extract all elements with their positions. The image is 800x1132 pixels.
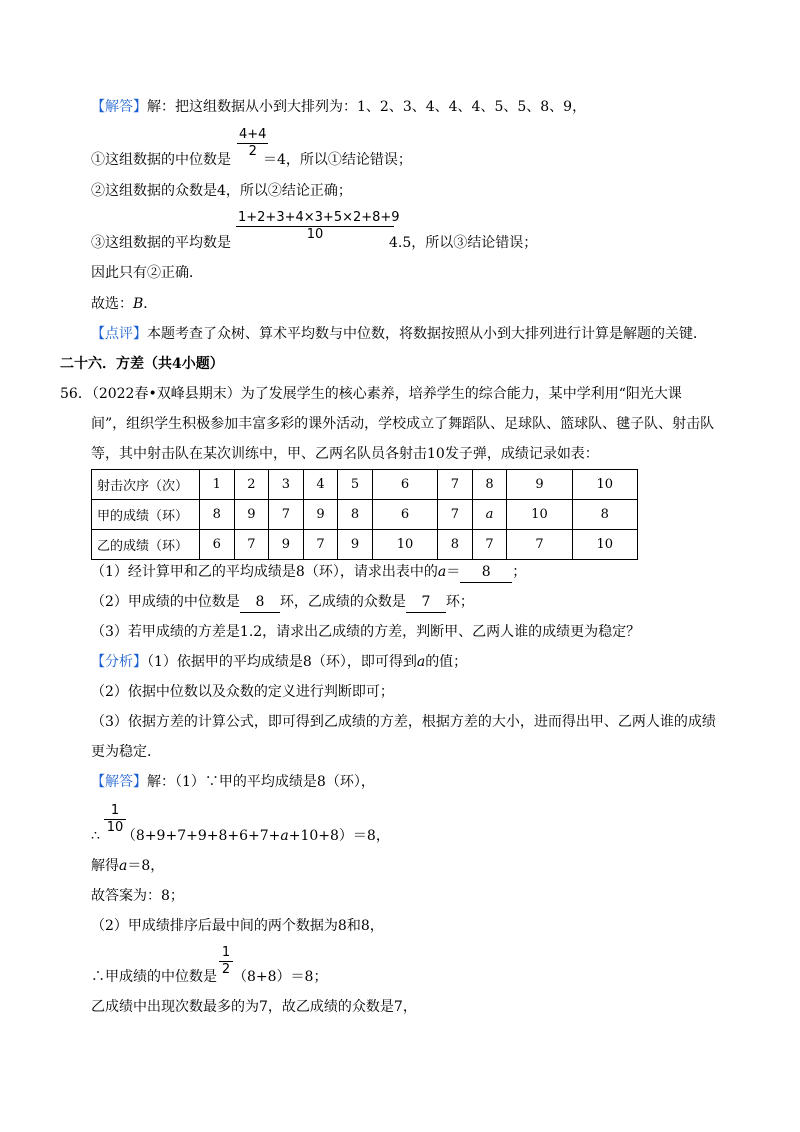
item-3-post: 4.5，所以③结论错误； — [389, 235, 538, 251]
question-text-1: 为了发展学生的核心素养，培养学生的综合能力，某中学利用“阳光大课 — [240, 386, 682, 402]
question-56-line-3: 等，其中射击队在某次训练中，甲、乙两名队员各射击10发子弹，成绩记录如表： — [91, 446, 599, 462]
table-cell: 7 — [269, 500, 304, 530]
section-title: 二十六．方差（共4小题） — [60, 356, 224, 372]
conclusion-line: 因此只有②正确． — [91, 265, 203, 281]
table-cell: 7 — [303, 530, 338, 560]
fraction-median — [237, 127, 268, 160]
fraction-denominator: 10 — [306, 227, 324, 242]
table-cell: 6 — [200, 530, 235, 560]
table-cell: 8 — [338, 500, 373, 530]
table-header-label: 射击次序（次） — [92, 470, 200, 500]
table-cell: 9 — [303, 500, 338, 530]
analysis-line-4: 更为稳定． — [91, 744, 161, 760]
table-cell: 8 — [572, 500, 637, 530]
table-cell: 7 — [507, 530, 572, 560]
item-1-pre: ①这组数据的中位数是 — [91, 152, 231, 168]
therefore-symbol: ∴ — [91, 828, 100, 844]
choice-end: ． — [143, 296, 158, 312]
table-cell: 9 — [234, 500, 269, 530]
question-56-line-2: 间”，组织学生积极参加丰富多彩的课外活动，学校成立了舞蹈队、足球队、篮球队、毽子队、射击队 — [91, 416, 715, 432]
solution-text-1: 解：（1）∵甲的平均成绩是8（环）， — [147, 774, 375, 790]
sub-1-var: a — [437, 564, 447, 580]
analysis-line-2: （2）依据中位数以及众数的定义进行判断即可； — [91, 684, 394, 700]
score-table — [91, 469, 638, 560]
table-cell: 8 — [200, 500, 235, 530]
choice-text: 故选： — [91, 296, 133, 312]
item-3-pre: ③这组数据的平均数是 — [91, 235, 231, 251]
answer-tag: 【解答】 — [91, 99, 147, 115]
analysis-var: a — [416, 654, 426, 670]
table-cell: 9 — [507, 470, 572, 500]
table-cell: 7 — [438, 500, 473, 530]
answer-blank: 8 — [460, 562, 512, 583]
solve-pre: 解得 — [91, 858, 119, 874]
therefore-var: a — [280, 828, 289, 844]
therefore-expr-b: +10+8）＝8， — [288, 828, 390, 844]
fraction-numerator: 4+4 — [239, 127, 267, 142]
solve-line — [91, 856, 164, 876]
table-cell: 7 — [234, 530, 269, 560]
table-cell: 10 — [372, 530, 437, 560]
table-header-row — [92, 470, 638, 500]
therefore-line-1 — [91, 826, 390, 846]
fraction-numerator: 1 — [110, 803, 120, 818]
item-2-line: ②这组数据的众数是4，所以②结论正确； — [91, 183, 352, 199]
sub-1-end: ； — [512, 564, 527, 580]
question-number: 56． — [60, 386, 92, 402]
last-line: 乙成绩中出现次数最多的为7，故乙成绩的众数是7， — [91, 999, 417, 1015]
table-cell: 5 — [338, 470, 373, 500]
choice-line — [91, 294, 157, 314]
sub-question-2 — [91, 592, 474, 613]
table-cell: 2 — [234, 470, 269, 500]
table-row-label: 甲的成绩（环） — [92, 500, 200, 530]
answer-text: 解：把这组数据从小到大排列为：1、2、3、4、4、4、5、5、8、9， — [147, 99, 587, 115]
table-cell: 10 — [572, 530, 637, 560]
table-cell: 7 — [472, 530, 507, 560]
comment-line — [91, 324, 707, 344]
table-cell: a — [472, 500, 507, 530]
therefore-line-2 — [91, 967, 327, 987]
sub-1-text: （1）经计算甲和乙的平均成绩是8（环），请求出表中的 — [91, 564, 438, 580]
analysis-tag: 【分析】 — [91, 654, 147, 670]
table-cell: 7 — [438, 470, 473, 500]
fraction-numerator: 1+2+3+4×3+5×2+8+9 — [238, 210, 400, 225]
fraction-denominator: 2 — [248, 144, 257, 159]
fraction-denominator: 10 — [106, 820, 124, 835]
choice-letter: B — [133, 296, 144, 312]
table-row-jia — [92, 500, 638, 530]
answer-line-1 — [91, 97, 586, 117]
therefore-2-post: （8+8）＝8； — [233, 969, 328, 985]
answer-blank: 7 — [406, 592, 446, 613]
analysis-line-3: （3）依据方差的计算公式，即可得到乙成绩的方差，根据方差的大小，进而得出甲、乙两人谁的成绩 — [91, 714, 716, 730]
table-cell: 10 — [507, 500, 572, 530]
solve-var: a — [119, 858, 128, 874]
analysis-end-1: 的值； — [425, 654, 468, 670]
part-2-line-1: （2）甲成绩排序后最中间的两个数据为8和8， — [91, 918, 384, 934]
solution-tag: 【解答】 — [91, 774, 147, 790]
answer-line: 故答案为：8； — [91, 888, 184, 904]
table-cell: 6 — [372, 470, 437, 500]
table-cell: 8 — [472, 470, 507, 500]
question-56-line-1 — [60, 384, 682, 404]
table-cell: 1 — [200, 470, 235, 500]
fraction-denominator: 2 — [221, 962, 231, 977]
sub-question-1 — [91, 562, 526, 583]
table-cell: 4 — [303, 470, 338, 500]
table-cell: 9 — [269, 530, 304, 560]
sub-2-mid: 环，乙成绩的众数是 — [279, 594, 406, 610]
sub-2-end: 环； — [445, 594, 474, 610]
solution-line-1 — [91, 772, 375, 792]
table-cell: 6 — [372, 500, 437, 530]
analysis-line-1 — [91, 652, 467, 672]
table-cell: 9 — [338, 530, 373, 560]
answer-blank: 8 — [240, 592, 280, 613]
sub-2-text: （2）甲成绩的中位数是 — [91, 594, 240, 610]
table-cell: 10 — [572, 470, 637, 500]
table-row-label: 乙的成绩（环） — [92, 530, 200, 560]
table-row-yi — [92, 530, 638, 560]
sub-1-eq: ＝ — [446, 564, 461, 580]
therefore-2-pre: ∴甲成绩的中位数是 — [91, 969, 217, 985]
fraction-numerator: 1 — [221, 945, 231, 960]
table-cell: 8 — [438, 530, 473, 560]
sub-question-3: （3）若甲成绩的方差是1.2，请求出乙成绩的方差，判断甲、乙两人谁的成绩更为稳定？ — [91, 624, 641, 640]
question-source: （2022春•双峰县期末） — [91, 386, 241, 402]
table-cell: 3 — [269, 470, 304, 500]
comment-tag: 【点评】 — [91, 326, 147, 342]
comment-text: 本题考查了众树、算术平均数与中位数，将数据按照从小到大排列进行计算是解题的关键． — [147, 326, 707, 342]
solve-post: ＝8， — [127, 858, 165, 874]
analysis-text-1: （1）依据甲的平均成绩是8（环），即可得到 — [147, 654, 417, 670]
fraction-mean — [236, 210, 400, 243]
item-1-post: ＝4，所以①结论错误； — [263, 152, 412, 168]
therefore-expr-a: （8+9+7+9+8+6+7+ — [121, 828, 281, 844]
